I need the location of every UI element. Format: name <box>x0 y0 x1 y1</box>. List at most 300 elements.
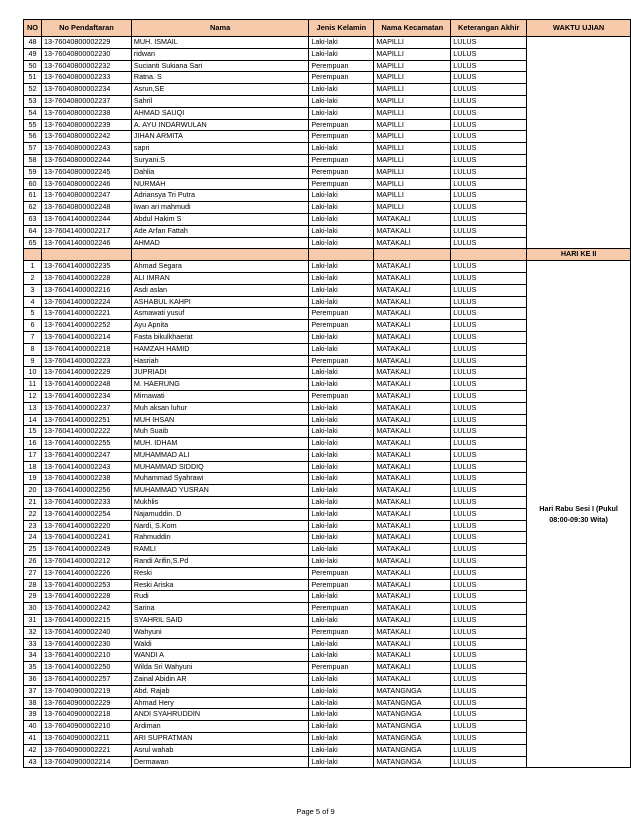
cell-registration: 13-76041400002251 <box>41 414 131 426</box>
cell-district: MATAKALI <box>374 213 451 225</box>
cell-district: MAPILLI <box>374 154 451 166</box>
cell-gender: Laki-laki <box>309 107 374 119</box>
cell-registration: 13-76041400002235 <box>41 261 131 273</box>
cell-district: MAPILLI <box>374 84 451 96</box>
table-row <box>24 261 631 273</box>
exam-time-cell-empty <box>527 37 631 249</box>
cell-name: A. AYU INDARWULAN <box>131 119 309 131</box>
cell-district: MATAKALI <box>374 426 451 438</box>
cell-district: MATAKALI <box>374 402 451 414</box>
cell-registration: 13-76041400002240 <box>41 626 131 638</box>
cell-name: Muh Suaib <box>131 426 309 438</box>
cell-registration: 13-76040800002237 <box>41 95 131 107</box>
cell-registration: 13-76041400002246 <box>41 237 131 249</box>
cell-no: 54 <box>24 107 42 119</box>
cell-district: MATAKALI <box>374 272 451 284</box>
cell-district: MATAKALI <box>374 225 451 237</box>
cell-district: MATAKALI <box>374 237 451 249</box>
cell-status: LULUS <box>451 261 527 273</box>
cell-no: 3 <box>24 284 42 296</box>
cell-gender: Perempuan <box>309 355 374 367</box>
cell-district: MATAKALI <box>374 662 451 674</box>
cell-name: JUPRIADI <box>131 367 309 379</box>
cell-gender: Laki-laki <box>309 438 374 450</box>
col-header-status: Keterangan Akhir <box>451 20 527 37</box>
cell-registration: 13-76041400002253 <box>41 579 131 591</box>
cell-registration: 13-76041400002222 <box>41 426 131 438</box>
cell-registration: 13-76040800002243 <box>41 143 131 155</box>
cell-name: Rahmuddin <box>131 532 309 544</box>
cell-status: LULUS <box>451 426 527 438</box>
cell-name: WANDI A <box>131 650 309 662</box>
cell-status: LULUS <box>451 438 527 450</box>
cell-registration: 13-76041400002254 <box>41 508 131 520</box>
cell-status: LULUS <box>451 308 527 320</box>
cell-status: LULUS <box>451 473 527 485</box>
cell-status: LULUS <box>451 95 527 107</box>
cell-status: LULUS <box>451 154 527 166</box>
cell-gender: Laki-laki <box>309 721 374 733</box>
cell-status: LULUS <box>451 367 527 379</box>
cell-registration: 13-76041400002244 <box>41 213 131 225</box>
cell-gender: Laki-laki <box>309 485 374 497</box>
col-header-exam-time: WAKTU UJIAN <box>527 20 631 37</box>
cell-registration: 13-76041400002229 <box>41 367 131 379</box>
cell-district: MATAKALI <box>374 603 451 615</box>
cell-name: Rudi <box>131 591 309 603</box>
cell-gender: Perempuan <box>309 320 374 332</box>
cell-name: Wahyuni <box>131 626 309 638</box>
cell-district: MATAKALI <box>374 343 451 355</box>
participants-table <box>23 19 631 768</box>
cell-registration: 13-76040900002229 <box>41 697 131 709</box>
cell-name: Muh aksan luhur <box>131 402 309 414</box>
cell-status: LULUS <box>451 414 527 426</box>
cell-no: 30 <box>24 603 42 615</box>
cell-status: LULUS <box>451 650 527 662</box>
cell-status: LULUS <box>451 320 527 332</box>
cell-gender: Laki-laki <box>309 261 374 273</box>
cell-no: 20 <box>24 485 42 497</box>
cell-status: LULUS <box>451 638 527 650</box>
cell-gender: Laki-laki <box>309 343 374 355</box>
cell-name: Ahmad Hery <box>131 697 309 709</box>
cell-name: MUHAMMAD ALI <box>131 449 309 461</box>
cell-district: MATAKALI <box>374 461 451 473</box>
cell-status: LULUS <box>451 131 527 143</box>
cell-gender: Perempuan <box>309 119 374 131</box>
cell-gender: Laki-laki <box>309 202 374 214</box>
cell-registration: 13-76041400002250 <box>41 662 131 674</box>
cell-no: 19 <box>24 473 42 485</box>
cell-registration: 13-76041400002237 <box>41 402 131 414</box>
separator-cell <box>451 249 527 261</box>
cell-name: Abdul Hakim S <box>131 213 309 225</box>
cell-name: Nardi, S.Kom <box>131 520 309 532</box>
cell-status: LULUS <box>451 709 527 721</box>
cell-status: LULUS <box>451 48 527 60</box>
cell-gender: Laki-laki <box>309 402 374 414</box>
cell-no: 15 <box>24 426 42 438</box>
cell-gender: Laki-laki <box>309 520 374 532</box>
cell-no: 23 <box>24 520 42 532</box>
cell-no: 37 <box>24 685 42 697</box>
cell-district: MAPILLI <box>374 95 451 107</box>
cell-name: MUH. IDHAM <box>131 438 309 450</box>
cell-gender: Laki-laki <box>309 744 374 756</box>
cell-gender: Laki-laki <box>309 650 374 662</box>
cell-name: Abd. Rajab <box>131 685 309 697</box>
cell-gender: Perempuan <box>309 603 374 615</box>
cell-no: 34 <box>24 650 42 662</box>
cell-name: Adriansya Tri Putra <box>131 190 309 202</box>
cell-status: LULUS <box>451 296 527 308</box>
cell-name: MUH. ISMAIL <box>131 37 309 49</box>
cell-registration: 13-76041400002218 <box>41 343 131 355</box>
cell-district: MAPILLI <box>374 178 451 190</box>
cell-status: LULUS <box>451 107 527 119</box>
cell-district: MATAKALI <box>374 638 451 650</box>
cell-district: MAPILLI <box>374 72 451 84</box>
cell-gender: Laki-laki <box>309 556 374 568</box>
cell-name: Asdi aslan <box>131 284 309 296</box>
cell-status: LULUS <box>451 379 527 391</box>
cell-gender: Laki-laki <box>309 497 374 509</box>
cell-district: MATAKALI <box>374 674 451 686</box>
cell-no: 1 <box>24 261 42 273</box>
cell-name: Sahril <box>131 95 309 107</box>
cell-district: MATAKALI <box>374 390 451 402</box>
cell-district: MATANGNGA <box>374 721 451 733</box>
cell-name: ANDI SYAHRUDDIN <box>131 709 309 721</box>
cell-registration: 13-76040900002210 <box>41 721 131 733</box>
cell-name: M. HAERUNG <box>131 379 309 391</box>
cell-registration: 13-76040900002219 <box>41 685 131 697</box>
cell-no: 41 <box>24 733 42 745</box>
cell-name: Mirnawati <box>131 390 309 402</box>
cell-status: LULUS <box>451 343 527 355</box>
separator-cell <box>309 249 374 261</box>
cell-name: Randi Arifin,S.Pd <box>131 556 309 568</box>
cell-gender: Laki-laki <box>309 237 374 249</box>
cell-no: 25 <box>24 544 42 556</box>
cell-no: 51 <box>24 72 42 84</box>
cell-name: ALI IMRAN <box>131 272 309 284</box>
cell-gender: Laki-laki <box>309 225 374 237</box>
cell-gender: Laki-laki <box>309 284 374 296</box>
col-header-gender: Jenis Kelamin <box>309 20 374 37</box>
cell-registration: 13-76041400002220 <box>41 520 131 532</box>
cell-district: MATAKALI <box>374 579 451 591</box>
cell-no: 63 <box>24 213 42 225</box>
cell-status: LULUS <box>451 544 527 556</box>
cell-name: JIHAN ARMITA <box>131 131 309 143</box>
cell-registration: 13-76041400002224 <box>41 296 131 308</box>
cell-district: MAPILLI <box>374 143 451 155</box>
cell-district: MATAKALI <box>374 485 451 497</box>
cell-name: Iwan ari mahmudi <box>131 202 309 214</box>
cell-gender: Laki-laki <box>309 615 374 627</box>
cell-no: 2 <box>24 272 42 284</box>
cell-no: 14 <box>24 414 42 426</box>
cell-district: MATAKALI <box>374 520 451 532</box>
cell-no: 29 <box>24 591 42 603</box>
cell-district: MAPILLI <box>374 202 451 214</box>
cell-name: Dermawan <box>131 756 309 768</box>
cell-name: NURMAH <box>131 178 309 190</box>
cell-district: MATAKALI <box>374 438 451 450</box>
cell-status: LULUS <box>451 674 527 686</box>
cell-no: 61 <box>24 190 42 202</box>
cell-district: MAPILLI <box>374 60 451 72</box>
cell-status: LULUS <box>451 331 527 343</box>
cell-no: 28 <box>24 579 42 591</box>
cell-registration: 13-76041400002216 <box>41 284 131 296</box>
col-header-name: Nama <box>131 20 309 37</box>
cell-district: MATAKALI <box>374 508 451 520</box>
cell-no: 59 <box>24 166 42 178</box>
col-header-registration: No Pendaftaran <box>41 20 131 37</box>
cell-registration: 13-76041400002238 <box>41 473 131 485</box>
cell-gender: Laki-laki <box>309 674 374 686</box>
cell-status: LULUS <box>451 591 527 603</box>
cell-name: Ratna. S <box>131 72 309 84</box>
cell-district: MATAKALI <box>374 591 451 603</box>
cell-name: MUHAMMAD SIDDIQ <box>131 461 309 473</box>
cell-gender: Laki-laki <box>309 379 374 391</box>
cell-no: 36 <box>24 674 42 686</box>
cell-registration: 13-76041400002243 <box>41 461 131 473</box>
cell-district: MATAKALI <box>374 331 451 343</box>
cell-name: Asrul wahab <box>131 744 309 756</box>
cell-registration: 13-76041400002247 <box>41 449 131 461</box>
cell-name: Asmawati yusuf <box>131 308 309 320</box>
cell-status: LULUS <box>451 697 527 709</box>
cell-registration: 13-76040800002229 <box>41 37 131 49</box>
cell-no: 13 <box>24 402 42 414</box>
cell-gender: Laki-laki <box>309 426 374 438</box>
cell-registration: 13-76040800002233 <box>41 72 131 84</box>
cell-name: Wilda Sri Wahyuni <box>131 662 309 674</box>
separator-cell <box>24 249 42 261</box>
cell-status: LULUS <box>451 520 527 532</box>
cell-registration: 13-76041400002233 <box>41 497 131 509</box>
cell-no: 49 <box>24 48 42 60</box>
cell-district: MATAKALI <box>374 379 451 391</box>
cell-district: MATAKALI <box>374 296 451 308</box>
cell-registration: 13-76040800002248 <box>41 202 131 214</box>
cell-status: LULUS <box>451 72 527 84</box>
cell-registration: 13-76041400002221 <box>41 308 131 320</box>
cell-no: 22 <box>24 508 42 520</box>
cell-district: MATAKALI <box>374 284 451 296</box>
cell-registration: 13-76040800002232 <box>41 60 131 72</box>
header-row <box>24 20 631 37</box>
cell-registration: 13-76040800002247 <box>41 190 131 202</box>
cell-no: 65 <box>24 237 42 249</box>
cell-status: LULUS <box>451 119 527 131</box>
cell-registration: 13-76041400002223 <box>41 355 131 367</box>
cell-no: 62 <box>24 202 42 214</box>
cell-status: LULUS <box>451 225 527 237</box>
cell-district: MATAKALI <box>374 414 451 426</box>
cell-status: LULUS <box>451 532 527 544</box>
cell-name: Fasta bikulkhaerat <box>131 331 309 343</box>
cell-gender: Laki-laki <box>309 756 374 768</box>
cell-status: LULUS <box>451 579 527 591</box>
cell-no: 17 <box>24 449 42 461</box>
cell-status: LULUS <box>451 355 527 367</box>
cell-gender: Perempuan <box>309 166 374 178</box>
cell-registration: 13-76040800002246 <box>41 178 131 190</box>
cell-gender: Laki-laki <box>309 143 374 155</box>
cell-gender: Laki-laki <box>309 544 374 556</box>
cell-district: MATAKALI <box>374 532 451 544</box>
cell-registration: 13-76040900002214 <box>41 756 131 768</box>
cell-registration: 13-76040800002230 <box>41 48 131 60</box>
cell-no: 64 <box>24 225 42 237</box>
cell-no: 48 <box>24 37 42 49</box>
cell-registration: 13-76041400002215 <box>41 615 131 627</box>
cell-gender: Perempuan <box>309 131 374 143</box>
cell-no: 58 <box>24 154 42 166</box>
cell-district: MAPILLI <box>374 48 451 60</box>
cell-status: LULUS <box>451 733 527 745</box>
cell-status: LULUS <box>451 556 527 568</box>
cell-district: MATAKALI <box>374 650 451 662</box>
cell-district: MATANGNGA <box>374 685 451 697</box>
cell-gender: Laki-laki <box>309 508 374 520</box>
cell-status: LULUS <box>451 37 527 49</box>
cell-no: 11 <box>24 379 42 391</box>
cell-district: MATANGNGA <box>374 709 451 721</box>
cell-status: LULUS <box>451 178 527 190</box>
cell-status: LULUS <box>451 485 527 497</box>
cell-no: 27 <box>24 567 42 579</box>
cell-registration: 13-76040800002238 <box>41 107 131 119</box>
cell-district: MATAKALI <box>374 308 451 320</box>
cell-status: LULUS <box>451 461 527 473</box>
cell-name: Najamuddin. D <box>131 508 309 520</box>
cell-gender: Perempuan <box>309 154 374 166</box>
col-header-district: Nama Kecamatan <box>374 20 451 37</box>
cell-gender: Laki-laki <box>309 709 374 721</box>
cell-district: MATANGNGA <box>374 744 451 756</box>
cell-registration: 13-76040900002218 <box>41 709 131 721</box>
cell-status: LULUS <box>451 143 527 155</box>
cell-name: Waldi <box>131 638 309 650</box>
cell-gender: Laki-laki <box>309 461 374 473</box>
cell-registration: 13-76040800002244 <box>41 154 131 166</box>
cell-no: 8 <box>24 343 42 355</box>
cell-name: MUHAMMAD YUSRAN <box>131 485 309 497</box>
cell-name: Ahmad Segara <box>131 261 309 273</box>
cell-status: LULUS <box>451 272 527 284</box>
cell-no: 38 <box>24 697 42 709</box>
cell-district: MATAKALI <box>374 615 451 627</box>
cell-name: Asrun,SE <box>131 84 309 96</box>
cell-status: LULUS <box>451 508 527 520</box>
cell-district: MATAKALI <box>374 320 451 332</box>
cell-status: LULUS <box>451 449 527 461</box>
cell-status: LULUS <box>451 626 527 638</box>
cell-status: LULUS <box>451 84 527 96</box>
cell-registration: 13-76040900002211 <box>41 733 131 745</box>
cell-no: 40 <box>24 721 42 733</box>
cell-status: LULUS <box>451 190 527 202</box>
cell-gender: Perempuan <box>309 308 374 320</box>
cell-status: LULUS <box>451 213 527 225</box>
cell-gender: Laki-laki <box>309 48 374 60</box>
cell-gender: Perempuan <box>309 662 374 674</box>
cell-registration: 13-76040900002221 <box>41 744 131 756</box>
cell-registration: 13-76041400002252 <box>41 320 131 332</box>
exam-schedule-note: Hari Rabu Sesi I (Pukul 08:00-09:30 Wita) <box>527 261 631 768</box>
separator-cell <box>374 249 451 261</box>
cell-district: MATANGNGA <box>374 756 451 768</box>
cell-name: ASHABUL KAHPI <box>131 296 309 308</box>
cell-status: LULUS <box>451 756 527 768</box>
cell-name: Zainal Abidin AR <box>131 674 309 686</box>
cell-registration: 13-76040800002242 <box>41 131 131 143</box>
cell-no: 33 <box>24 638 42 650</box>
cell-name: ARI SUPRATMAN <box>131 733 309 745</box>
cell-no: 6 <box>24 320 42 332</box>
cell-registration: 13-76041400002210 <box>41 650 131 662</box>
cell-name: RAMLI <box>131 544 309 556</box>
cell-gender: Laki-laki <box>309 296 374 308</box>
cell-name: AHMAD <box>131 237 309 249</box>
cell-no: 57 <box>24 143 42 155</box>
cell-status: LULUS <box>451 166 527 178</box>
cell-no: 9 <box>24 355 42 367</box>
cell-gender: Perempuan <box>309 178 374 190</box>
cell-no: 10 <box>24 367 42 379</box>
page-footer: Page 5 of 9 <box>296 807 335 816</box>
cell-registration: 13-76041400002217 <box>41 225 131 237</box>
cell-gender: Laki-laki <box>309 213 374 225</box>
cell-name: HAMZAH HAMID <box>131 343 309 355</box>
cell-gender: Perempuan <box>309 72 374 84</box>
cell-no: 39 <box>24 709 42 721</box>
cell-district: MAPILLI <box>374 190 451 202</box>
cell-status: LULUS <box>451 603 527 615</box>
cell-name: Ardiman <box>131 721 309 733</box>
cell-name: Ade Arfan Fattah <box>131 225 309 237</box>
cell-status: LULUS <box>451 284 527 296</box>
cell-no: 12 <box>24 390 42 402</box>
cell-no: 18 <box>24 461 42 473</box>
cell-registration: 13-76041400002248 <box>41 379 131 391</box>
cell-no: 43 <box>24 756 42 768</box>
cell-name: AHMAD SAUQI <box>131 107 309 119</box>
cell-name: Mukhlis <box>131 497 309 509</box>
cell-no: 50 <box>24 60 42 72</box>
cell-status: LULUS <box>451 567 527 579</box>
cell-gender: Laki-laki <box>309 95 374 107</box>
cell-district: MATAKALI <box>374 261 451 273</box>
cell-no: 4 <box>24 296 42 308</box>
cell-status: LULUS <box>451 615 527 627</box>
cell-no: 21 <box>24 497 42 509</box>
cell-gender: Perempuan <box>309 626 374 638</box>
cell-status: LULUS <box>451 662 527 674</box>
cell-district: MATAKALI <box>374 544 451 556</box>
cell-district: MATANGNGA <box>374 733 451 745</box>
cell-gender: Laki-laki <box>309 331 374 343</box>
cell-registration: 13-76040800002234 <box>41 84 131 96</box>
cell-gender: Laki-laki <box>309 449 374 461</box>
